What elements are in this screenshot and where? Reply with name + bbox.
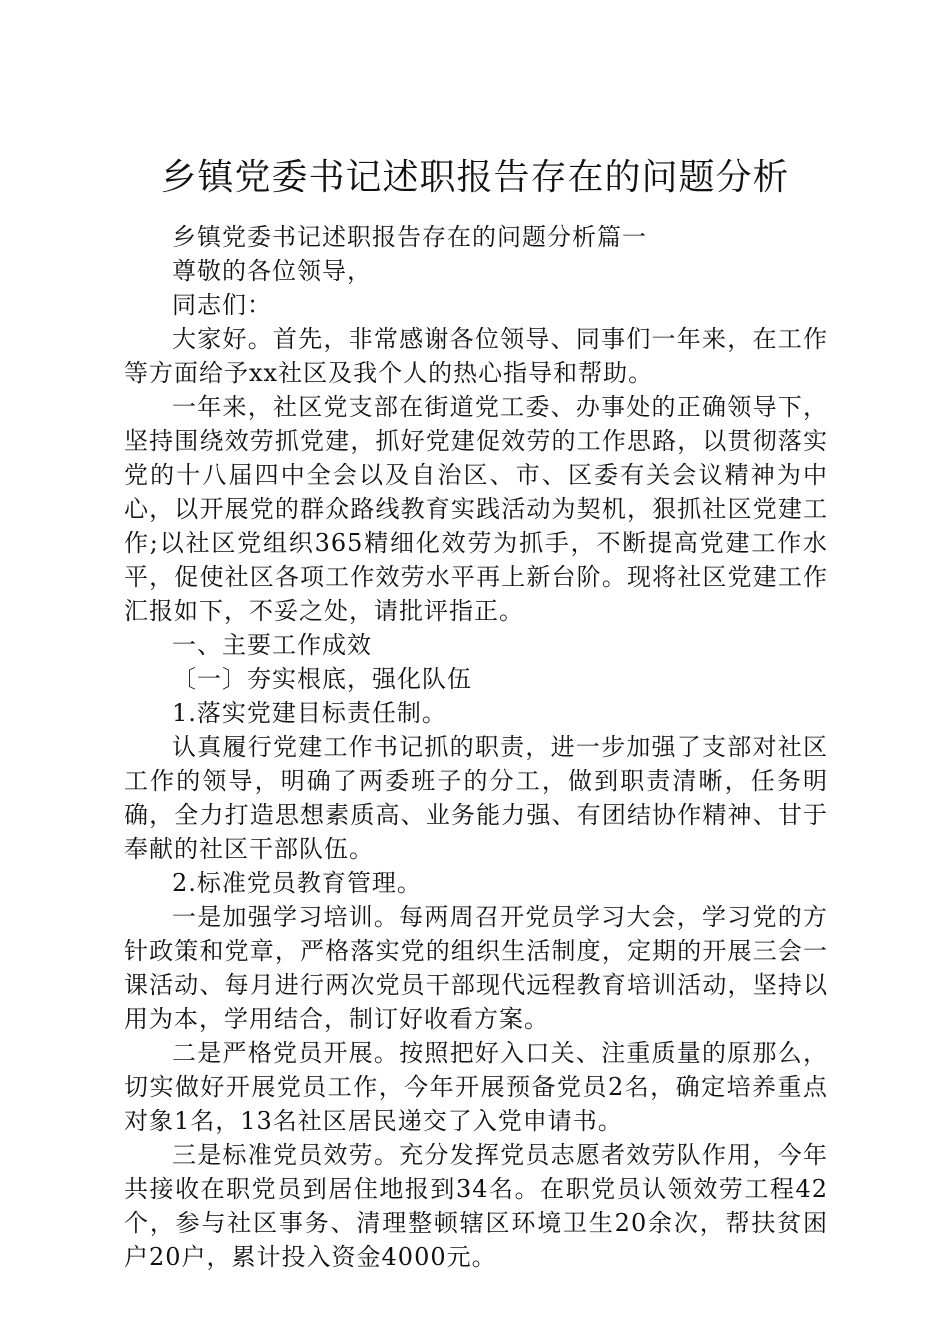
- section-heading-1: 一、主要工作成效: [172, 631, 372, 659]
- paragraph-greeting: 大家好。首先，非常感谢各位领导、同事们一年来，在工作等方面给予xx社区及我个人的热心指导和帮助。: [124, 325, 828, 387]
- document-body: [124, 220, 828, 1274]
- subsection-heading-1: 〔一〕夯实根底，强化队伍: [172, 665, 472, 693]
- paragraph-subtitle: 乡镇党委书记述职报告存在的问题分析篇一: [172, 223, 647, 251]
- paragraph-item-1: 认真履行党建工作书记抓的职责，进一步加强了支部对社区工作的领导，明确了两委班子的分工，做到职责清晰，任务明确，全力打造思想素质高、业务能力强、有团结协作精神、甘于奉献的社区干部队伍。: [124, 733, 828, 863]
- paragraph-salutation-2: 同志们：: [172, 291, 272, 319]
- paragraph-overview: 一年来，社区党支部在街道党工委、办事处的正确领导下，坚持围绕效劳抓党建，抓好党建促效劳的工作思路，以贯彻落实党的十八届四中全会以及自治区、市、区委有关会议精神为中心，以开展党的群众路线教育实践活动为契机，狠抓社区党建工作;以社区党组织365精细化效劳为抓手，不断提高党建工作水平，促使社区各项工作效劳水平再上新台阶。现将社区党建工作汇报如下，不妥之处，请批评指正。: [124, 393, 828, 625]
- paragraph-training: 一是加强学习培训。每两周召开党员学习大会，学习党的方针政策和党章，严格落实党的组织生活制度，定期的开展三会一课活动、每月进行两次党员干部现代远程教育培训活动，坚持以用为本，学用结合，制订好收看方案。: [124, 903, 828, 1033]
- document-title: 乡镇党委书记述职报告存在的问题分析: [160, 157, 790, 198]
- paragraph-salutation: 尊敬的各位领导，: [172, 257, 372, 285]
- item-heading-2: 2.标准党员教育管理。: [172, 869, 422, 897]
- paragraph-service: 三是标准党员效劳。充分发挥党员志愿者效劳队作用，今年共接收在职党员到居住地报到34名。在职党员认领效劳工程42个，参与社区事务、清理整顿辖区环境卫生20余次，帮扶贫困户20户，累计投入资金4000元。: [124, 1141, 828, 1271]
- paragraph-recruitment: 二是严格党员开展。按照把好入口关、注重质量的原那么，切实做好开展党员工作，今年开展预备党员2名，确定培养重点对象1名，13名社区居民递交了入党申请书。: [124, 1039, 828, 1135]
- item-heading-1: 1.落实党建目标责任制。: [172, 699, 447, 727]
